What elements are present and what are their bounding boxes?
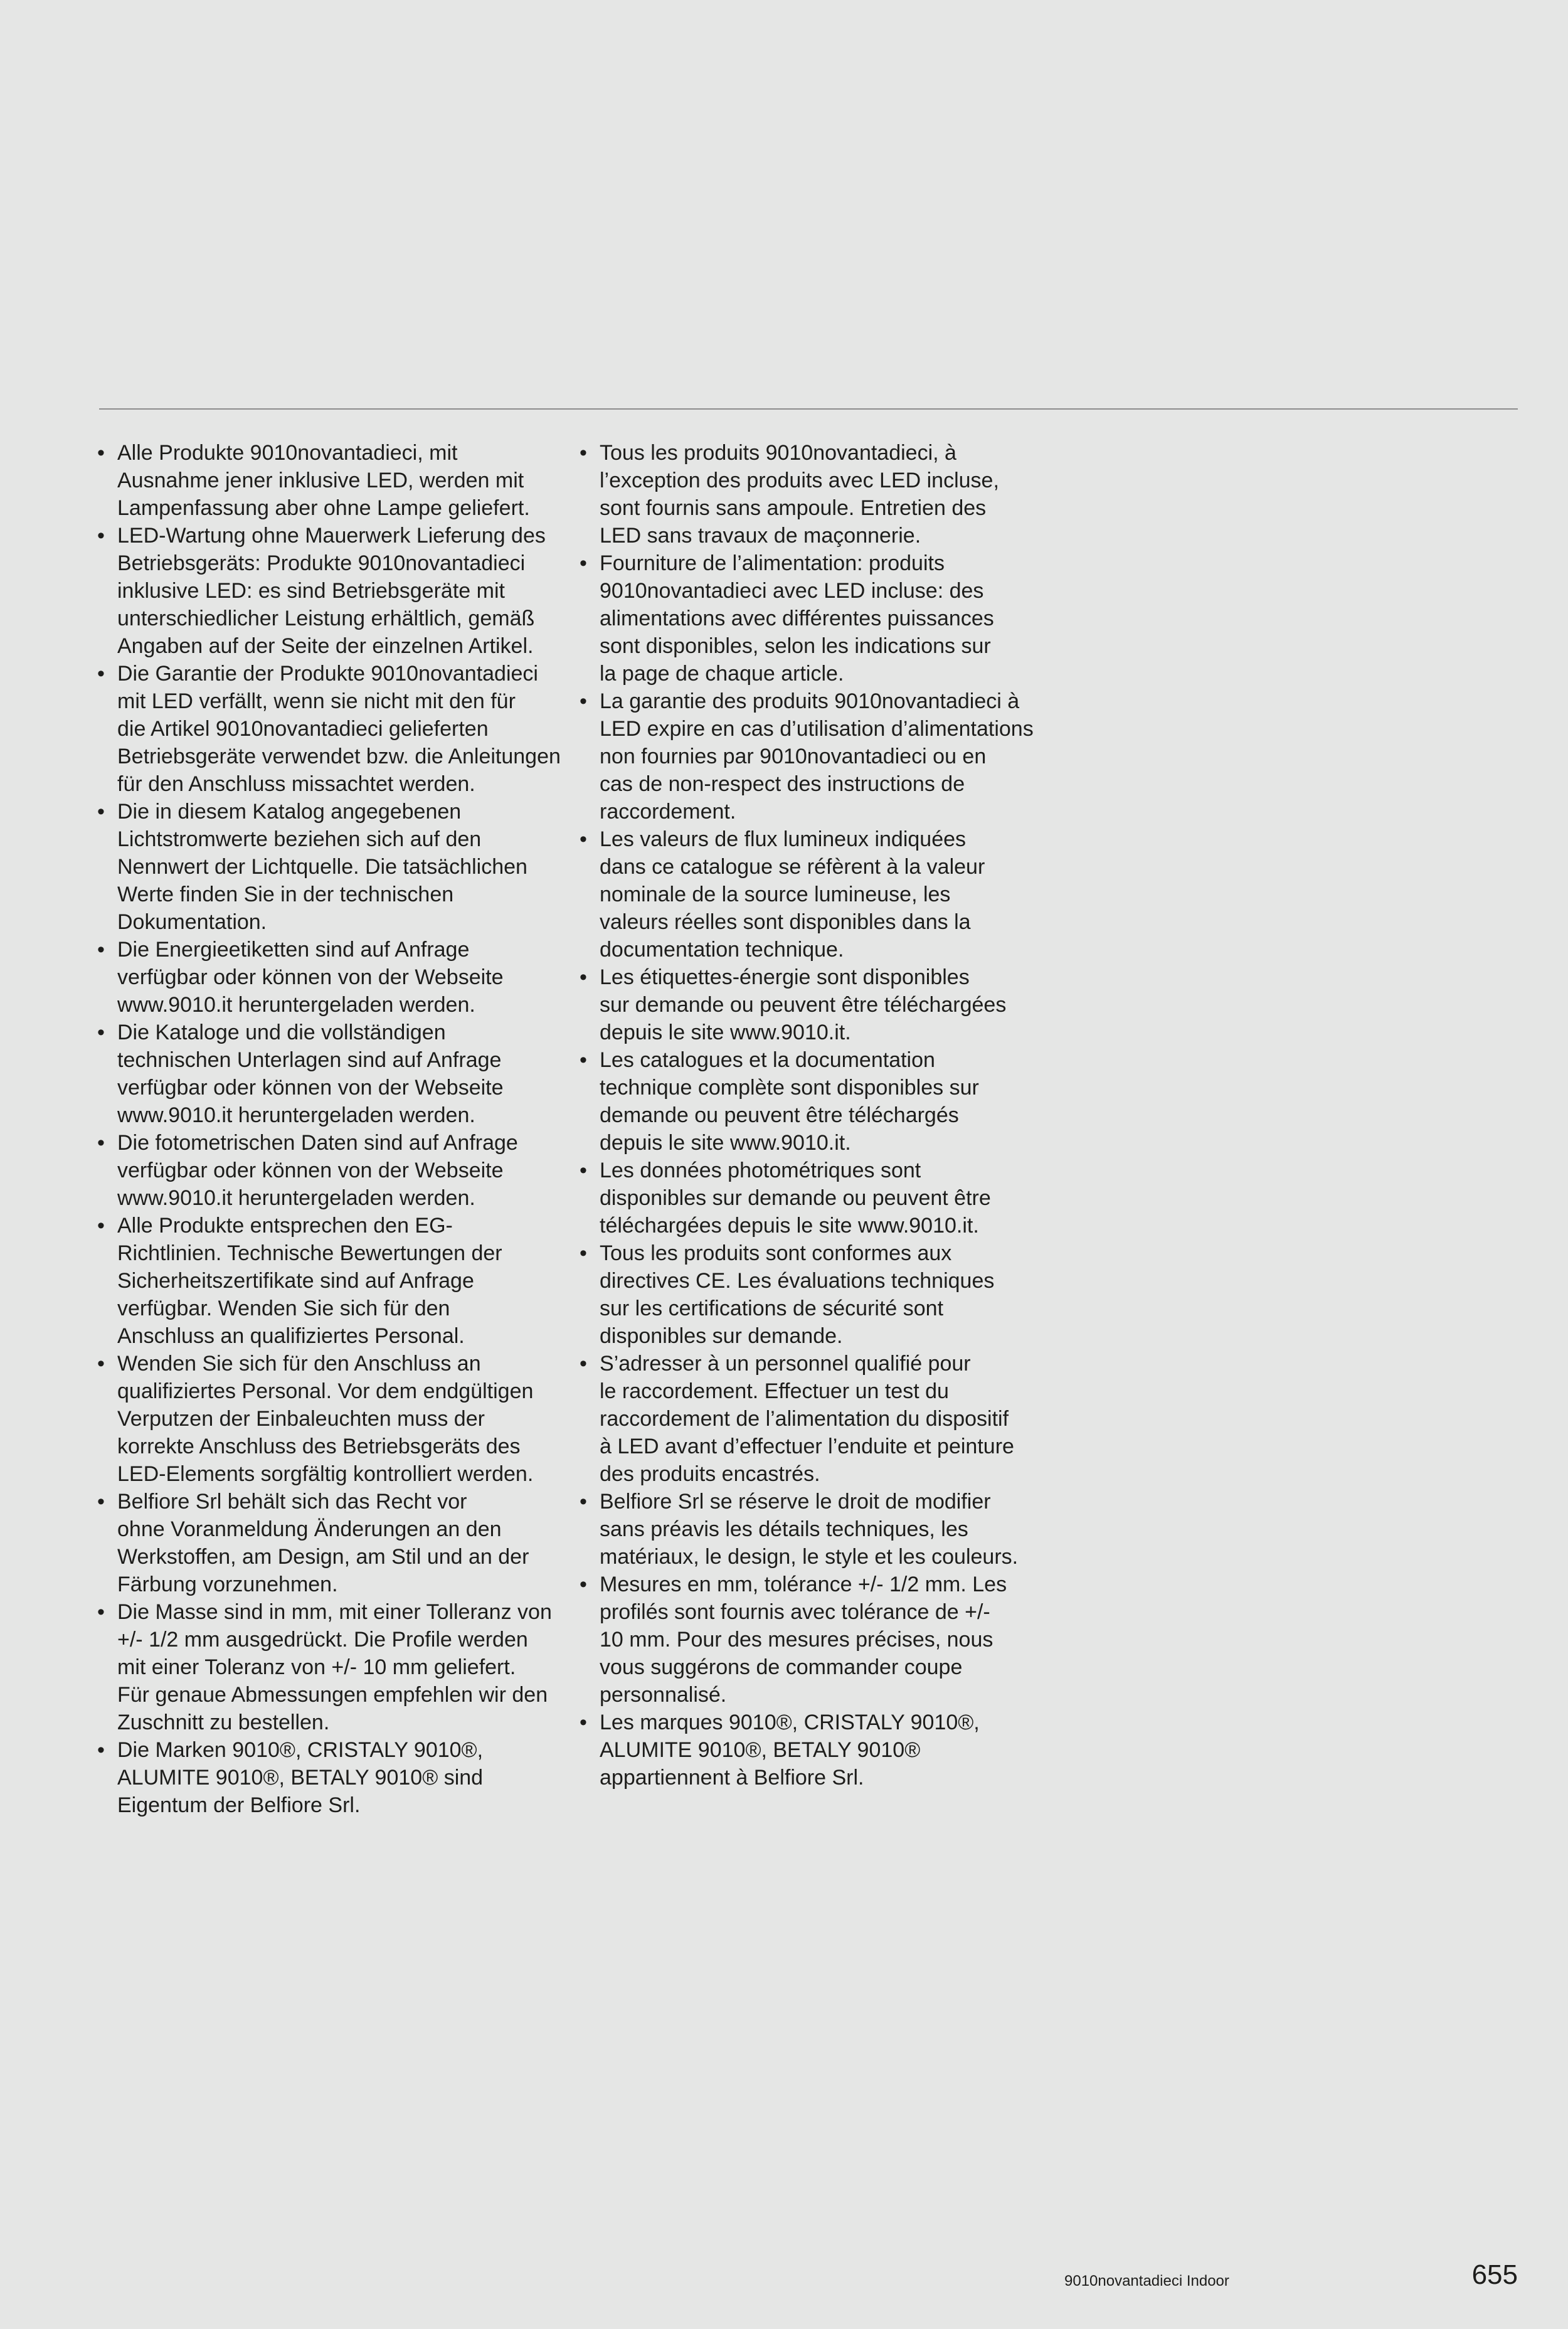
note-text: Les marques 9010®, CRISTALY 9010®, ALUMITE 9010®, BETALY 9010® appartiennent à Belfiore Srl. [600,1711,980,1790]
note-list-item [580,963,1062,1046]
note-text: Die Kataloge und die vollständigen technischen Unterlagen sind auf Anfrage verfügbar oder können von der Webseite www.9010.it heruntergeladen werden. [117,1021,504,1127]
bullet-icon: • [580,689,587,713]
note-text: Les valeurs de flux lumineux indiquées dans ce catalogue se réfèrent à la valeur nominale de la source lumineuse, les valeurs réelles sont disponibles dans la documentation technique. [600,827,985,962]
note-text: Alle Produkte 9010novantadieci, mit Ausnahme jener inklusive LED, werden mit Lampenfassung aber ohne Lampe geliefert. [117,441,530,520]
note-text: S’adresser à un personnel qualifié pour le raccordement. Effectuer un test du raccordement de l’alimentation du dispositif à LED avant d’effectuer l’enduite et peinture des produits encastrés. [600,1352,1014,1486]
note-list-item [580,1571,1062,1709]
bullet-icon: • [97,1600,105,1624]
note-list-item [580,549,1062,687]
note-text: Die Marken 9010®, CRISTALY 9010®, ALUMITE 9010®, BETALY 9010® sind Eigentum der Belfiore Srl. [117,1738,484,1817]
note-text: Mesures en mm, tolérance +/- 1/2 mm. Les profilés sont fournis avec tolérance de +/- 10 mm. Pour des mesures précises, nous vous suggérons de commander coupe personnalisé. [600,1573,1007,1707]
bullet-icon: • [97,1021,105,1044]
note-list-item [580,1157,1062,1239]
note-list-item [97,1598,580,1736]
note-text: La garantie des produits 9010novantadieci à LED expire en cas d’utilisation d’alimentations non fournies par 9010novantadieci ou en cas de non-respect des instructions de raccordement. [600,689,1034,824]
note-text: Die fotometrischen Daten sind auf Anfrage verfügbar oder können von der Webseite www.9010.it heruntergeladen werden. [117,1131,518,1210]
note-text: Fourniture de l’alimentation: produits 9010novantadieci avec LED incluse: des alimentations avec différentes puissances sont disponibles, selon les indications sur la page de chaque article. [600,551,994,686]
note-list-item [580,1488,1062,1571]
bullet-icon: • [580,551,587,575]
bullet-icon: • [580,1490,587,1514]
note-text: Die Energieetiketten sind auf Anfrage verfügbar oder können von der Webseite www.9010.it heruntergeladen werden. [117,938,504,1017]
note-text: Belfiore Srl se réserve le droit de modifier sans préavis les détails techniques, les matériaux, le design, le style et les couleurs. [600,1490,1019,1569]
bullet-icon: • [580,1352,587,1376]
bullet-icon: • [580,1159,587,1182]
note-list-item [580,825,1062,963]
bullet-icon: • [97,1352,105,1376]
note-text: Alle Produkte entsprechen den EG- Richtlinien. Technische Bewertungen der Sicherheitszertifikate sind auf Anfrage verfügbar. Wenden Sie sich für den Anschluss an qualifiziertes Personal. [117,1214,502,1348]
note-text: Tous les produits sont conformes aux directives CE. Les évaluations techniques sur les certifications de sécurité sont disponibles sur demande. [600,1241,995,1348]
note-list-item [97,798,580,936]
note-text: Wenden Sie sich für den Anschluss an qualifiziertes Personal. Vor dem endgültigen Verputzen der Einbaleuchten muss der korrekte Anschluss des Betriebsgeräts des LED-Elements sorgfältig kontrolliert werden. [117,1352,534,1486]
note-list-item [97,660,580,798]
bullet-icon: • [580,441,587,465]
bullet-icon: • [580,1573,587,1596]
note-list-item [97,439,580,522]
bullet-icon: • [97,800,105,824]
page-number: 655 [1471,2259,1518,2290]
bullet-icon: • [580,1711,587,1734]
bullet-icon: • [97,938,105,962]
note-list-item [97,522,580,660]
bullet-icon: • [580,827,587,851]
note-list-item [580,1709,1062,1791]
german-notes-column [97,439,580,1819]
note-list-item [580,1350,1062,1488]
note-list-item [580,1239,1062,1350]
footer-catalog-label: 9010novantadieci Indoor [1064,2273,1229,2289]
bullet-icon: • [97,1214,105,1238]
note-list-item [580,1046,1062,1157]
note-text: Die in diesem Katalog angegebenen Lichtstromwerte beziehen sich auf den Nennwert der Lichtquelle. Die tatsächlichen Werte finden Sie in der technischen Dokumentation. [117,800,527,934]
bullet-icon: • [97,1131,105,1155]
bullet-icon: • [97,441,105,465]
note-list-item [97,1736,580,1819]
note-list-item [97,936,580,1019]
bullet-icon: • [580,1048,587,1072]
bullet-icon: • [97,662,105,686]
note-list-item [97,1350,580,1488]
note-list-item [97,1129,580,1212]
note-text: Tous les produits 9010novantadieci, à l’exception des produits avec LED incluse, sont fournis sans ampoule. Entretien des LED sans travaux de maçonnerie. [600,441,999,548]
bullet-icon: • [97,1738,105,1762]
note-list-item [97,1488,580,1598]
note-text: Belfiore Srl behält sich das Recht vor ohne Voranmeldung Änderungen an den Werkstoffen, am Design, am Stil und an der Färbung vorzunehmen. [117,1490,529,1596]
note-text: Die Garantie der Produkte 9010novantadieci mit LED verfällt, wenn sie nicht mit den für die Artikel 9010novantadieci gelieferten Betriebsgeräte verwendet bzw. die Anleitungen für den Anschluss missachtet werden. [117,662,561,796]
note-text: Les données photométriques sont disponibles sur demande ou peuvent être téléchargées depuis le site www.9010.it. [600,1159,991,1238]
note-list-item [580,439,1062,549]
bullet-icon: • [97,524,105,548]
note-list-item [97,1019,580,1129]
bullet-icon: • [580,965,587,989]
note-list-item [580,687,1062,825]
note-text: LED-Wartung ohne Mauerwerk Lieferung des Betriebsgeräts: Produkte 9010novantadieci inklusive LED: es sind Betriebsgeräte mit unterschiedlicher Leistung erhältlich, gemäß Angaben auf der Seite der einzelnen Artikel. [117,524,546,658]
header-divider-line [99,408,1518,410]
bullet-icon: • [97,1490,105,1514]
bullet-icon: • [580,1241,587,1265]
note-text: Les étiquettes-énergie sont disponibles sur demande ou peuvent être téléchargées depuis le site www.9010.it. [600,965,1007,1044]
note-text: Les catalogues et la documentation technique complète sont disponibles sur demande ou peuvent être téléchargés depuis le site www.9010.it. [600,1048,979,1155]
note-list-item [97,1212,580,1350]
french-notes-column [580,439,1062,1791]
note-text: Die Masse sind in mm, mit einer Tolleranz von +/- 1/2 mm ausgedrückt. Die Profile werden mit einer Toleranz von +/- 10 mm geliefert. Für genaue Abmessungen empfehlen wir den Zuschnitt zu bestellen. [117,1600,552,1734]
